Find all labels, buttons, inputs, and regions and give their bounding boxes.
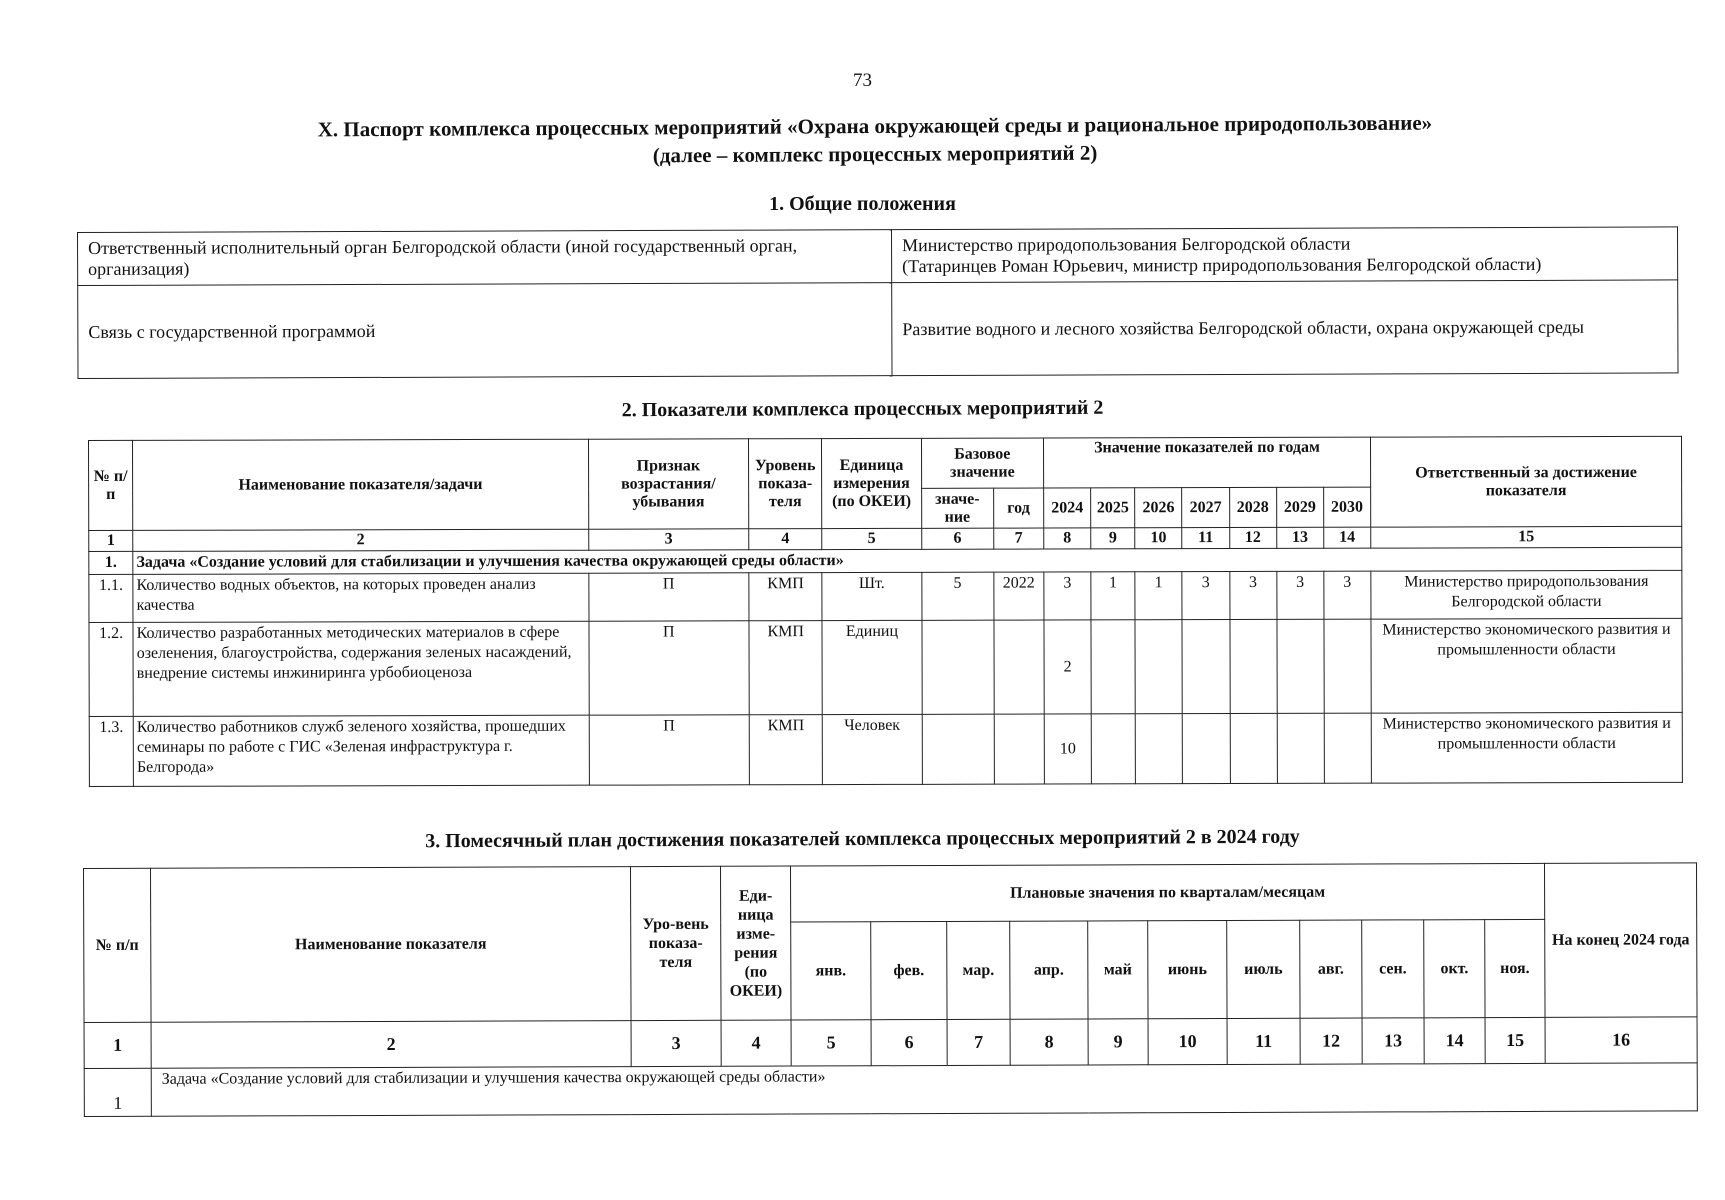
column-number: 14: [1424, 1018, 1485, 1064]
row-value-2025: [1091, 714, 1135, 784]
section3-title: 3. Помесячный план достижения показателей комплекса процессных мероприятий 2 в 2024 году: [425, 825, 1300, 853]
header-month: июль: [1227, 920, 1300, 1018]
header-year: 2028: [1229, 487, 1276, 527]
header-unit: Еди-ница изме-рения (по ОКЕИ): [720, 866, 791, 1020]
header-name: Наименование показателя: [151, 867, 632, 1023]
header-year: 2029: [1276, 487, 1323, 527]
column-number: 2: [133, 529, 588, 551]
column-number: 5: [822, 528, 921, 549]
row-name: Количество работников служб зеленого хозяйства, прошедших семинары по работе с ГИС «Зеленая инфраструктура г. Белгорода»: [133, 715, 589, 786]
header-num: № п/п: [84, 868, 152, 1022]
header-values-by-year: Значение показателей по годам: [1043, 437, 1370, 488]
row-value-2026: [1135, 620, 1182, 714]
row-value-2029: 3: [1276, 571, 1323, 619]
column-number: 15: [1371, 526, 1682, 548]
header-level: Уро-вень показа-теля: [630, 866, 721, 1020]
table-row: [78, 280, 1678, 379]
row-name: Количество разработанных методических материалов в сфере озеленения, благоустройства, содержания зеленых насаждений, внедрение системы инжиниринга урбобиоценоза: [133, 621, 589, 716]
row-base-year: 2022: [994, 572, 1044, 620]
row-value-2025: 1: [1091, 572, 1135, 620]
document-title-line1: X. Паспорт комплекса процессных мероприятий «Охрана окружающей среды и рациональное природопользование»: [317, 110, 1433, 142]
column-number: 13: [1362, 1018, 1424, 1064]
header-year: 2026: [1135, 488, 1182, 528]
indicators-table: [88, 436, 1683, 787]
row-value-2029: [1277, 713, 1324, 783]
general-provisions-table: [77, 226, 1679, 379]
table-header-row: [89, 436, 1682, 490]
table-row: [78, 227, 1678, 286]
row-value-2029: [1277, 619, 1324, 713]
column-number: 6: [871, 1019, 947, 1065]
row-value-2028: [1229, 619, 1276, 713]
row-value-2027: [1182, 620, 1229, 714]
general-value-cell: [891, 227, 1677, 283]
column-number: 4: [721, 1020, 791, 1066]
section2-title: 2. Показатели комплекса процессных мероприятий 2: [621, 396, 1104, 422]
column-number: 2: [151, 1021, 631, 1069]
task-num: 1: [84, 1068, 151, 1116]
header-base-year: год: [993, 488, 1043, 528]
column-number: 6: [921, 528, 993, 549]
page-number: 73: [853, 70, 872, 91]
general-label-cell: Связь с государственной программой: [78, 283, 892, 379]
header-month: авг.: [1300, 920, 1362, 1018]
column-number: 15: [1485, 1017, 1545, 1063]
section1-title: 1. Общие положения: [769, 193, 956, 215]
column-number: 3: [631, 1020, 721, 1066]
header-level: Уровень показа-теля: [749, 439, 822, 529]
column-number: 12: [1300, 1018, 1362, 1064]
task-num: 1.: [89, 551, 133, 574]
header-month: ноя.: [1485, 919, 1545, 1017]
row-num: 1.2.: [89, 622, 133, 716]
row-level: КМП: [749, 621, 822, 715]
row-value-2026: 1: [1135, 572, 1182, 620]
row-value-2024: 2: [1044, 620, 1091, 714]
row-value-2028: [1230, 713, 1277, 783]
header-year: 2030: [1323, 487, 1370, 527]
row-sign: П: [588, 573, 749, 621]
table-row: [89, 618, 1682, 716]
row-responsible: Министерство экономического развития и промышленности области: [1371, 712, 1682, 783]
header-month: май: [1088, 921, 1148, 1019]
column-number: 9: [1091, 528, 1135, 549]
table-row: [89, 712, 1682, 786]
column-numbers-row: [84, 1017, 1697, 1069]
column-number: 5: [791, 1020, 871, 1066]
header-base-value: значе-ние: [921, 488, 993, 528]
document-title-line2: (далее – комплекс процессных мероприятий 2): [652, 140, 1098, 168]
table-header-row: [84, 863, 1697, 925]
column-number: 12: [1229, 527, 1276, 548]
column-number: 13: [1276, 527, 1323, 548]
header-month: мар.: [947, 921, 1010, 1019]
general-value-line: Развитие водного и лесного хозяйства Белгородской области, охрана окружающей среды: [902, 316, 1585, 339]
column-number: 8: [1044, 528, 1091, 549]
column-number: 1: [89, 530, 133, 551]
general-value-line: Министерство природопользования Белгородской области: [902, 233, 1351, 256]
document-title: [150, 108, 1600, 173]
column-number: 14: [1324, 527, 1371, 548]
row-num: 1.1.: [89, 574, 133, 622]
general-label-cell: Ответственный исполнительный орган Белгородской области (иной государственный орган, организация): [78, 230, 892, 286]
row-unit: Человек: [822, 714, 921, 784]
row-base-year: [994, 620, 1044, 714]
row-responsible: Министерство экономического развития и промышленности области: [1371, 618, 1682, 713]
row-base-value: [922, 620, 994, 714]
row-responsible: Министерство природопользования Белгородской области: [1371, 570, 1682, 619]
monthly-plan-table: [83, 862, 1698, 1117]
column-number: 10: [1148, 1019, 1227, 1065]
column-number: 8: [1010, 1019, 1088, 1065]
row-num: 1.3.: [89, 716, 133, 786]
row-value-2027: 3: [1182, 572, 1229, 620]
column-number: 4: [749, 529, 822, 550]
general-value-cell: [892, 280, 1678, 376]
row-base-value: [922, 714, 994, 784]
header-year-end: На конец 2024 года: [1545, 863, 1698, 1018]
header-responsible: Ответственный за достижение показателя: [1370, 436, 1681, 527]
row-unit: Единиц: [822, 620, 922, 714]
row-value-2030: 3: [1324, 571, 1371, 619]
column-number: 7: [947, 1019, 1010, 1065]
header-plan: Плановые значения по кварталам/месяцам: [790, 863, 1544, 922]
row-sign: П: [589, 715, 750, 785]
row-unit: Шт.: [822, 572, 921, 620]
row-value-2024: 3: [1044, 572, 1091, 620]
row-value-2030: [1324, 619, 1371, 713]
general-value-line: (Татаринцев Роман Юрьевич, министр природопользования Белгородской области): [902, 253, 1542, 277]
header-base: Базовое значение: [921, 438, 1044, 488]
column-number: 9: [1088, 1019, 1148, 1065]
column-number: 3: [588, 529, 749, 550]
row-sign: П: [589, 621, 750, 715]
row-value-2025: [1091, 620, 1135, 714]
column-number: 11: [1182, 528, 1229, 549]
row-name: Количество водных объектов, на которых проведен анализ качества: [133, 573, 589, 622]
header-month: июнь: [1148, 921, 1227, 1019]
header-unit: Единица измерения (по ОКЕИ): [822, 438, 922, 528]
row-value-2030: [1324, 713, 1371, 783]
row-value-2027: [1183, 714, 1230, 784]
header-num: № п/п: [89, 440, 133, 530]
row-level: КМП: [749, 715, 822, 785]
task-row: [84, 1063, 1697, 1117]
table-row: [89, 570, 1682, 622]
task-text: Задача «Создание условий для стабилизации и улучшения качества окружающей среды области»: [151, 1063, 1697, 1116]
task-text: Задача «Создание условий для стабилизации и улучшения качества окружающей среды области»: [133, 547, 1682, 574]
header-month: фев.: [871, 921, 947, 1019]
header-year: 2025: [1091, 488, 1135, 528]
column-number: 16: [1545, 1017, 1697, 1064]
header-sign: Признак возрастания/ убывания: [588, 439, 749, 529]
column-number: 7: [994, 528, 1044, 549]
header-month: апр.: [1010, 921, 1088, 1019]
column-number: 1: [84, 1022, 151, 1068]
header-month: янв.: [791, 922, 871, 1020]
column-number: 10: [1135, 528, 1182, 549]
header-month: сен.: [1362, 920, 1424, 1018]
row-base-value: 5: [921, 572, 993, 620]
row-value-2026: [1135, 714, 1182, 784]
row-base-year: [994, 714, 1044, 784]
column-number: 11: [1227, 1018, 1300, 1064]
row-value-2024: 10: [1044, 714, 1091, 784]
row-value-2028: 3: [1229, 571, 1276, 619]
header-month: окт.: [1424, 920, 1485, 1018]
header-year: 2024: [1044, 488, 1091, 528]
row-level: КМП: [749, 573, 822, 621]
header-name: Наименование показателя/задачи: [133, 439, 589, 530]
header-year: 2027: [1182, 488, 1229, 528]
